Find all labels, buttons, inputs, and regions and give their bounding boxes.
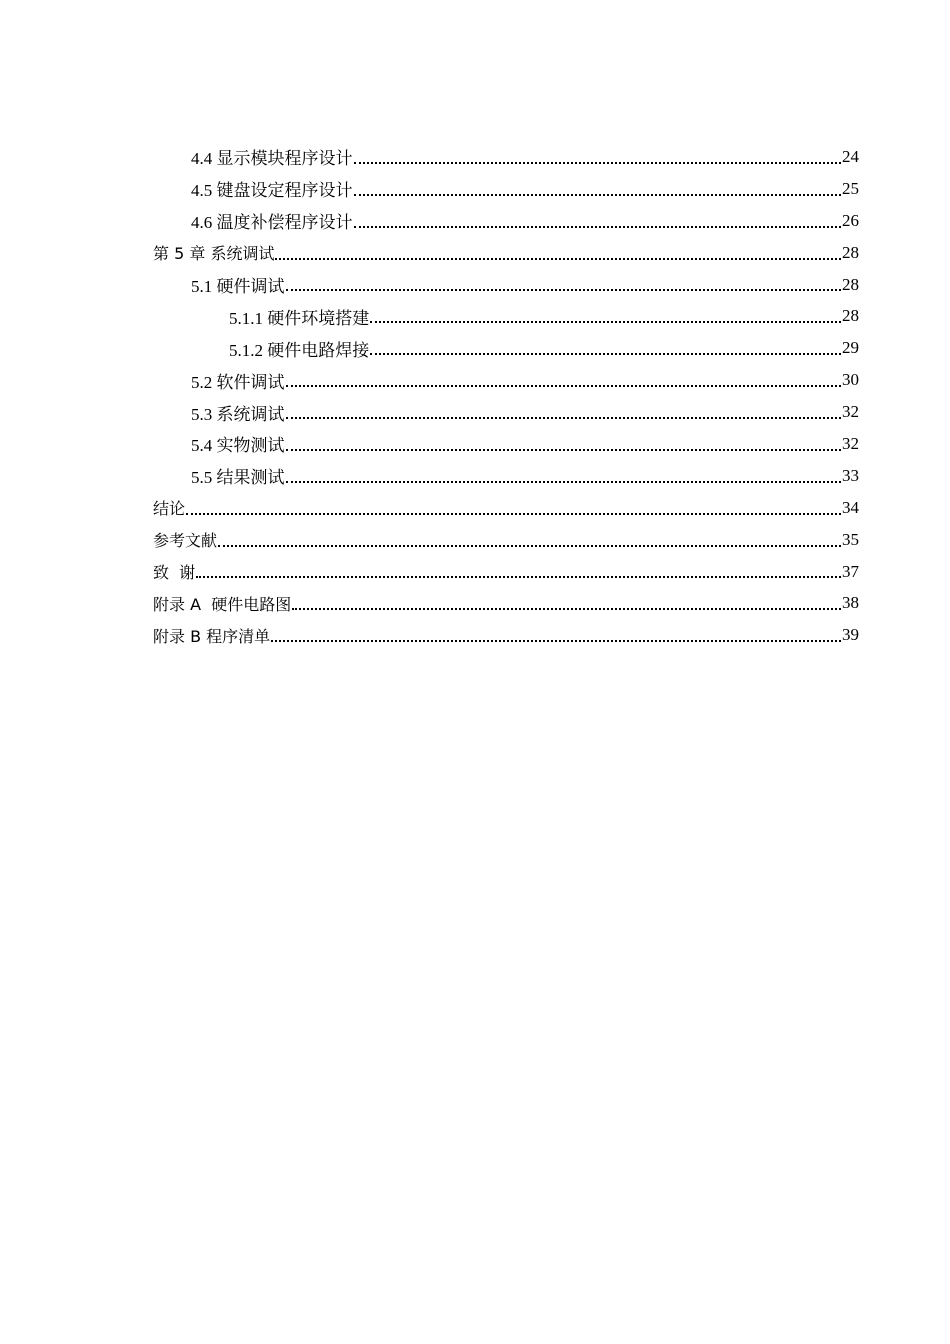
toc-entry[interactable] (0, 587, 950, 619)
dot-leader (286, 480, 842, 483)
toc-entry[interactable] (0, 141, 950, 173)
toc-entry[interactable] (0, 269, 950, 301)
toc-entry[interactable] (0, 332, 950, 364)
toc-entry-title: 附录 B 程序清单 (153, 626, 271, 646)
dot-leader (275, 257, 841, 260)
toc-entry-title: 5.1 硬件调试 (191, 277, 285, 296)
table-of-contents (0, 141, 950, 651)
toc-entry-title: 4.4 显示模块程序设计 (191, 149, 353, 169)
toc-entry[interactable] (0, 173, 950, 205)
toc-entry-title: 致 谢 (153, 563, 196, 583)
toc-entry-title: 5.2 软件调试 (191, 372, 285, 392)
toc-entry-title: 4.5 键盘设定程序设计 (191, 181, 353, 201)
toc-entry-page: 33 (842, 465, 859, 485)
toc-entry[interactable] (0, 205, 950, 237)
toc-entry[interactable] (0, 364, 950, 396)
toc-entry-title: 4.6 温度补偿程序设计 (191, 213, 353, 233)
toc-entry[interactable] (0, 524, 950, 556)
dot-leader (218, 544, 841, 547)
toc-entry[interactable] (0, 492, 950, 524)
toc-entry-page: 30 (842, 370, 859, 390)
toc-entry-page: 28 (842, 242, 859, 262)
toc-entry[interactable] (0, 396, 950, 428)
toc-entry-page: 25 (842, 178, 859, 198)
dot-leader (186, 512, 841, 515)
dot-leader (271, 639, 841, 642)
toc-entry[interactable] (0, 619, 950, 651)
toc-entry-title: 5.4 实物测试 (191, 436, 285, 456)
toc-entry-page: 32 (842, 433, 859, 453)
toc-entry-title: 5.1.1 硬件环境搭建 (229, 308, 370, 328)
toc-entry-page: 35 (842, 529, 859, 549)
toc-entry[interactable] (0, 237, 950, 269)
toc-entry-title: 参考文献 (153, 531, 218, 551)
toc-entry-page: 26 (842, 210, 859, 230)
toc-entry-page: 32 (842, 402, 859, 422)
dot-leader (196, 575, 841, 578)
dot-leader (354, 193, 842, 196)
toc-entry-page: 29 (842, 338, 859, 358)
dot-leader (370, 352, 841, 355)
dot-leader (286, 384, 842, 387)
toc-entry[interactable] (0, 556, 950, 588)
toc-entry-title: 第 5 章 系统调试 (153, 244, 275, 264)
dot-leader (292, 607, 841, 610)
toc-entry-title: 5.1.2 硬件电路焊接 (229, 340, 370, 360)
dot-leader (354, 161, 842, 164)
dot-leader (286, 448, 842, 451)
toc-entry-page: 37 (842, 561, 859, 581)
toc-entry-title: 附录 A 硬件电路图 (153, 594, 292, 614)
dot-leader (286, 416, 842, 419)
dot-leader (286, 288, 842, 291)
dot-leader (370, 320, 841, 323)
toc-entry[interactable] (0, 460, 950, 492)
toc-entry-title: 5.5 结果测试 (191, 468, 285, 488)
toc-entry-title: 5.3 系统调试 (191, 404, 285, 424)
toc-entry[interactable] (0, 300, 950, 332)
toc-entry-page: 39 (842, 625, 859, 645)
toc-entry-page: 24 (842, 146, 859, 166)
toc-entry-page: 28 (842, 274, 859, 294)
dot-leader (354, 225, 842, 228)
toc-entry-page: 38 (842, 593, 859, 613)
toc-entry-title: 结论 (153, 499, 186, 519)
toc-entry-page: 28 (842, 306, 859, 326)
toc-entry[interactable] (0, 428, 950, 460)
toc-entry-page: 34 (842, 497, 859, 517)
